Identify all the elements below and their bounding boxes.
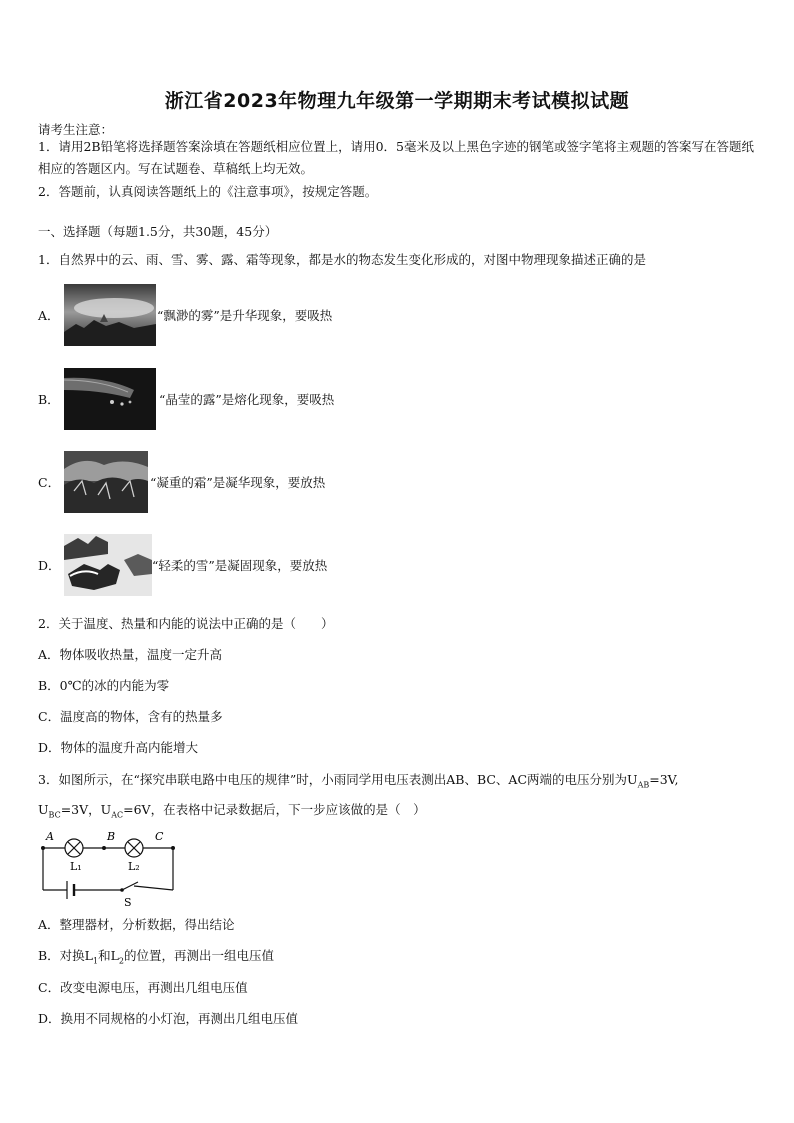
q3-option-d: D．换用不同规格的小灯泡，再测出几组电压值	[38, 1011, 299, 1026]
q3-option-b-mid: 和L	[98, 948, 119, 963]
q3-option-b-post: 的位置，再测出一组电压值	[124, 948, 275, 963]
option-text: “飘渺的雾”是升华现象，要吸热	[157, 308, 333, 323]
option-letter: C．	[38, 475, 61, 490]
subscript-ab: AB	[637, 780, 650, 790]
series-circuit-diagram	[38, 830, 183, 908]
circuit-label-l2: L₂	[128, 860, 140, 873]
option-text: “晶莹的露”是熔化现象，要吸热	[159, 392, 335, 407]
notice-item-1: 1．请用2B铅笔将选择题答案涂填在答题纸相应位置上，请用0．5毫米及以上黑色字迹的钢笔或签字笔将主观题的答案写在答题纸相应的答题区内。写在试题卷、草稿纸上均无效。	[38, 139, 754, 176]
q2-option-a: A．物体吸收热量，温度一定升高	[38, 647, 223, 662]
q3-option-b	[38, 946, 274, 966]
q3-option-a: A．整理器材，分析数据，得出结论	[38, 917, 235, 932]
option-text: “轻柔的雪”是凝固现象，要放热	[152, 558, 328, 573]
snow-on-rocks-photo	[64, 534, 152, 596]
q2-option-c: C．温度高的物体，含有的热量多	[38, 709, 223, 724]
q1-option-b	[38, 368, 758, 430]
q3-eq-bc: =3V，U	[60, 802, 112, 817]
q2-option-b: B．0℃的冰的内能为零	[38, 678, 170, 693]
subscript-bc: BC	[48, 810, 61, 820]
notice-heading: 请考生注意：	[38, 122, 114, 137]
notice-item-2: 2．答题前，认真阅读答题纸上的《注意事项》，按规定答题。	[38, 184, 378, 199]
circuit-label-b: B	[107, 830, 116, 843]
question-3-stem-line-1	[38, 770, 678, 790]
option-letter: A．	[38, 308, 60, 323]
circuit-label-l1: L₁	[70, 860, 82, 873]
subscript-1: 1	[93, 956, 99, 966]
section-heading: 一、选择题（每题1.5分，共30题，45分）	[38, 224, 278, 239]
question-2-stem: 2．关于温度、热量和内能的说法中正确的是（ ）	[38, 616, 334, 631]
frost-on-plants-photo	[64, 451, 148, 513]
q3-eq-ab: =3V,	[649, 772, 679, 787]
q3-u-symbol: U	[38, 802, 49, 817]
subscript-2: 2	[118, 956, 124, 966]
fog-landscape-photo	[64, 284, 156, 346]
circuit-label-c: C	[155, 830, 164, 843]
q3-stem-text: 3．如图所示，在“探究串联电路中电压的规律”时，小雨同学用电压表测出AB、BC、AC两端的电压分别为U	[38, 772, 638, 787]
option-text: “凝重的霜”是凝华现象，要放热	[150, 475, 326, 490]
circuit-label-a: A	[46, 830, 54, 843]
q3-option-b-pre: B．对换L	[38, 948, 93, 963]
q1-option-c	[38, 451, 758, 513]
dew-on-leaf-photo	[64, 368, 156, 430]
question-1-stem: 1．自然界中的云、雨、雪、雾、露、霜等现象，都是水的物态发生变化形成的，对图中物理现象描述正确的是	[38, 252, 646, 267]
subscript-ac: AC	[111, 810, 124, 820]
q1-option-a	[38, 284, 758, 346]
option-letter: D．	[38, 558, 61, 573]
q3-stem-rest: =6V，在表格中记录数据后，下一步应该做的是（ ）	[123, 802, 426, 817]
question-3-stem-line-2	[38, 800, 426, 820]
option-letter: B．	[38, 392, 60, 407]
page-title: 浙江省2023年物理九年级第一学期期末考试模拟试题	[164, 90, 630, 112]
circuit-label-s: S	[124, 896, 132, 908]
q1-option-d	[38, 534, 758, 596]
q3-option-c: C．改变电源电压，再测出几组电压值	[38, 980, 248, 995]
q2-option-d: D．物体的温度升高内能增大	[38, 740, 199, 755]
